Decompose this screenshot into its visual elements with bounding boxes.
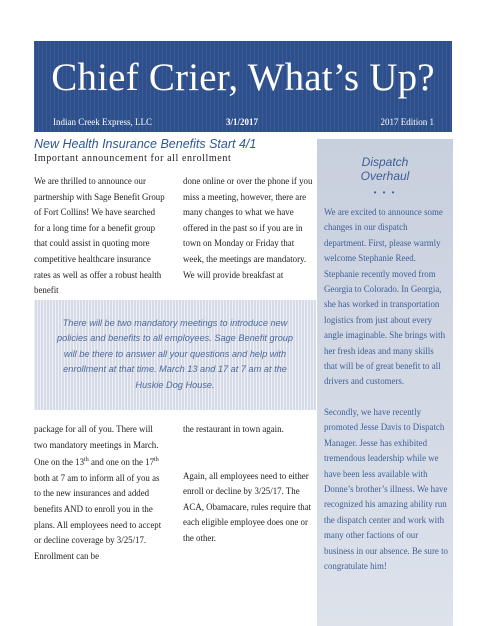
newsletter-title: Chief Crier, What’s Up? — [51, 56, 435, 99]
ordinal-suffix: th — [154, 457, 159, 464]
sidebar-paragraph: We are excited to announce some changes in our dispatch department. First, please warmly welcome Stephanie Reed. Stephanie recently moved from Georgia to Colorado. In Georgia, she has worked in transportation logistics from just about every angle imaginable. She brings with her fresh ideas and many skills that will be of great benefit to all drivers and customers. — [324, 207, 446, 387]
sidebar-title — [317, 155, 453, 183]
article-paragraph — [34, 422, 166, 564]
article-paragraph: done online or over the phone if you miss a meeting, however, there are many changes to what we have offered in the past so if you are in town on Monday or Friday that week, the meetings are mandatory. We will provide breakfast at — [183, 176, 313, 280]
article-headline: New Health Insurance Benefits Start 4/1 — [34, 137, 257, 151]
article-column-4 — [183, 422, 315, 547]
ordinal-suffix: th — [84, 457, 89, 464]
pull-quote-text: There will be two mandatory meetings to introduce new policies and benefits to all employees. Sage Benefit group will be there to answer all your questions and help with enrollment at that time. March 13 and 17 at 7 am at the Huskie Dog House. — [57, 318, 293, 390]
article-paragraph: the restaurant in town again. — [183, 424, 284, 434]
sidebar-body — [324, 205, 448, 574]
article-paragraph: Again, all employees need to either enroll or decline by 3/25/17. The ACA, Obamacare, rules require that each eligible employee does one or the other. — [183, 470, 312, 543]
pull-quote — [34, 300, 316, 410]
sidebar-dispatch-overhaul — [317, 139, 453, 626]
text-run: and one on the 17 — [88, 457, 155, 468]
article-column-1 — [34, 174, 166, 299]
sidebar-divider-dots: • • • — [373, 188, 397, 197]
sidebar-title-line: Overhaul — [360, 169, 410, 183]
article-subhead: Important announcement for all enrollment — [34, 153, 232, 164]
edition-label: 2017 Edition 1 — [380, 117, 434, 127]
sidebar-paragraph: Secondly, we have recently promoted Jesse Davis to Dispatch Manager. Jesse has exhibited tremendous leadership while we have been less available with Donne’s brother’s illness. We have recognized his amazing ability run the dispatch center and work with many other factions of our business in our absence. Be sure to congratulate him! — [324, 406, 448, 571]
company-name: Indian Creek Express, LLC — [53, 117, 152, 127]
issue-date: 3/1/2017 — [226, 117, 259, 127]
text-run: both at 7 am to inform all of you as to the new insurances and added benefits AND to enroll you in the plans. All employees need to accept or decline coverage by 3/25/17. Enrollment can be — [34, 472, 162, 561]
sidebar-title-line: Dispatch — [361, 155, 409, 169]
text-run: package for all of you. There will two mandatory meetings in March. One on the 13 — [34, 424, 159, 468]
masthead — [34, 41, 452, 132]
article-paragraph: We are thrilled to announce our partnership with Sage Benefit Group of Fort Collins! We have searched for a long time for a benefit group that could assist in quoting more competitive healthcare insurance rates as well as offer a robust health benefit — [34, 176, 165, 296]
article-column-3 — [34, 422, 166, 564]
masthead-info-row — [34, 115, 452, 129]
article-column-2 — [183, 174, 315, 283]
